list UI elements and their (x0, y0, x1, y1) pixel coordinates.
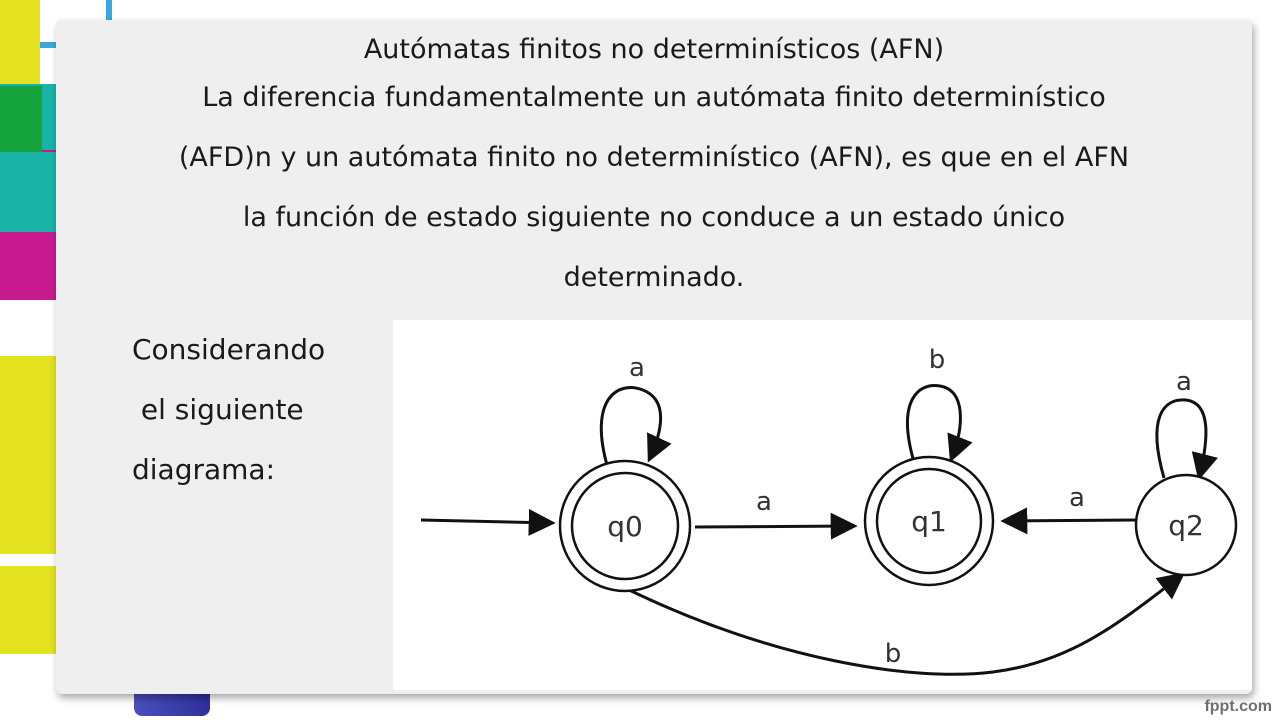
paragraph-line-1: La diferencia fundamentalmente un autómata finito determinístico (202, 82, 1106, 113)
side-line-2: el siguiente (132, 393, 304, 426)
state-label-q1: q1 (911, 505, 947, 538)
edge-q0-q1 (695, 526, 855, 527)
watermark: fppt.com (1204, 698, 1272, 715)
paragraph-line-2: (AFD)n y un autómata finito no determinístico (AFN), es que en el AFN (178, 142, 1130, 173)
automaton-svg (393, 320, 1252, 690)
state-q0 (560, 461, 690, 591)
edge-q2-q1 (1003, 520, 1137, 521)
side-line-3: diagrama: (132, 453, 276, 486)
side-text (132, 320, 382, 500)
title-block (56, 32, 1252, 308)
state-q1 (865, 457, 993, 585)
edge-q2-q2 (1157, 400, 1206, 478)
automaton-diagram (393, 320, 1252, 690)
edge-label-q2-q1: a (1069, 483, 1085, 513)
state-label-q2: q2 (1168, 509, 1204, 542)
edge-label-q0-q2: b (884, 639, 902, 669)
paragraph-line-4: determinado. (563, 262, 745, 293)
content-panel (56, 20, 1252, 694)
state-q2 (1136, 475, 1236, 575)
initial-arrow (421, 520, 553, 523)
edge-label-q2-q2: a (1176, 367, 1192, 397)
side-line-1: Considerando (132, 333, 326, 366)
edge-label-q0-q1: a (756, 487, 772, 517)
state-label-q0: q0 (607, 510, 643, 543)
decorative-yellow-block-top (0, 0, 40, 86)
edge-label-q1-q1: b (928, 345, 946, 375)
edge-q1-q1 (908, 385, 961, 462)
slide-title: Autómatas finitos no determinísticos (AFN) (363, 34, 945, 65)
edge-label-q0-q0: a (629, 353, 645, 383)
paragraph-line-3: la función de estado siguiente no conduce a un estado único (242, 202, 1066, 233)
edge-q0-q0 (601, 388, 660, 465)
edge-q0-q2 (625, 574, 1183, 674)
